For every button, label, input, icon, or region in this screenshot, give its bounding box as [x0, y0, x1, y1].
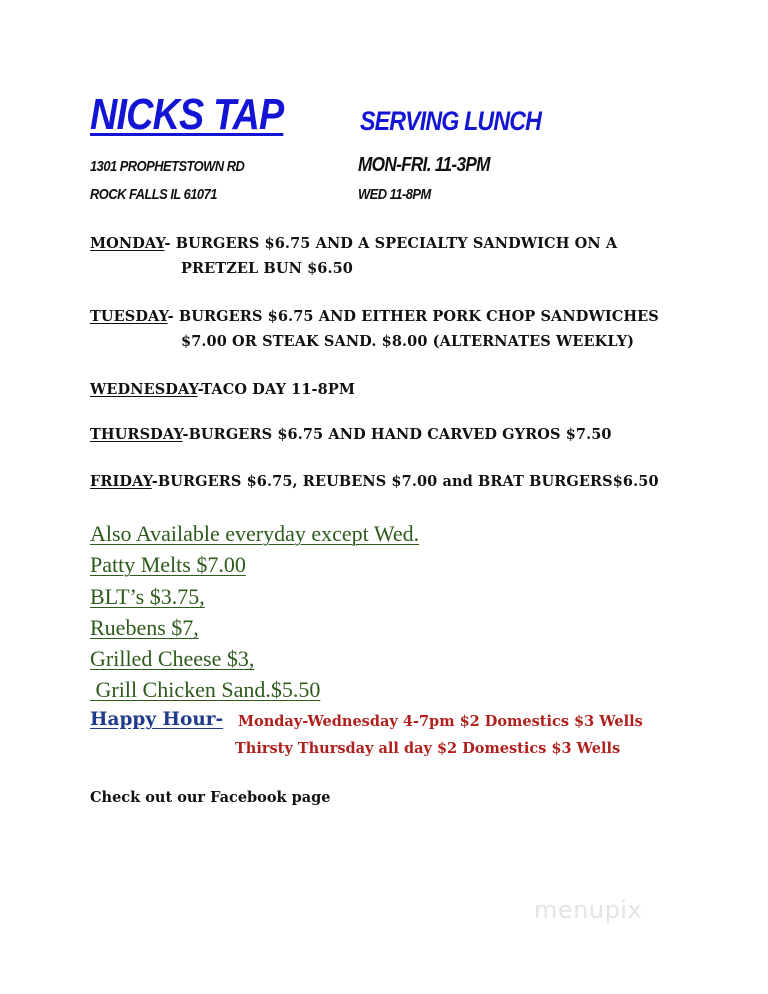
day-name: FRIDAY — [90, 473, 152, 490]
special-friday — [90, 473, 659, 490]
also-available-item: Ruebens $7, — [90, 615, 199, 640]
happy-hour-line-1: Monday-Wednesday 4-7pm $2 Domestics $3 Wells — [238, 713, 643, 730]
special-tuesday — [90, 308, 659, 325]
special-monday-cont: PRETZEL BUN $6.50 — [181, 260, 353, 277]
hours-wednesday: WED 11-8PM — [358, 186, 431, 203]
day-name: TUESDAY — [90, 308, 168, 325]
watermark-logo: menupix — [534, 896, 643, 924]
hours-weekday: MON-FRI. 11-3PM — [358, 154, 490, 176]
day-name: THURSDAY — [90, 426, 183, 443]
serving-lunch-heading: SERVING LUNCH — [360, 106, 542, 136]
address-line-1: 1301 PROPHETSTOWN RD — [90, 158, 245, 175]
special-text: -TACO DAY 11-8PM — [197, 381, 356, 398]
special-monday — [90, 235, 617, 252]
also-available-item: Grill Chicken Sand.$5.50 — [90, 677, 321, 702]
also-available-item: Patty Melts $7.00 — [90, 552, 246, 577]
restaurant-name: NICKS TAP — [90, 90, 284, 139]
happy-hour-line-2: Thirsty Thursday all day $2 Domestics $3 Wells — [235, 740, 621, 757]
day-name: WEDNESDAY — [90, 381, 198, 398]
happy-hour-label: Happy Hour- — [90, 709, 224, 730]
special-text: - BURGERS $6.75 AND EITHER PORK CHOP SANDWICHES — [167, 308, 659, 325]
special-wednesday — [90, 381, 355, 398]
also-available-item: Grilled Cheese $3, — [90, 646, 255, 671]
address-line-2: ROCK FALLS IL 61071 — [90, 186, 217, 203]
special-tuesday-cont: $7.00 OR STEAK SAND. $8.00 (ALTERNATES WEEKLY) — [181, 333, 635, 350]
facebook-note: Check out our Facebook page — [90, 789, 331, 806]
day-name: MONDAY — [90, 235, 165, 252]
special-text: -BURGERS $6.75, REUBENS $7.00 and BRAT BURGERS$6.50 — [151, 473, 659, 490]
also-available-item: BLT’s $3.75, — [90, 584, 205, 609]
special-thursday — [90, 426, 612, 443]
special-text: -BURGERS $6.75 AND HAND CARVED GYROS $7.50 — [182, 426, 612, 443]
special-text: - BURGERS $6.75 AND A SPECIALTY SANDWICH ON A — [164, 235, 618, 252]
also-available-heading: Also Available everyday except Wed. — [90, 521, 420, 546]
